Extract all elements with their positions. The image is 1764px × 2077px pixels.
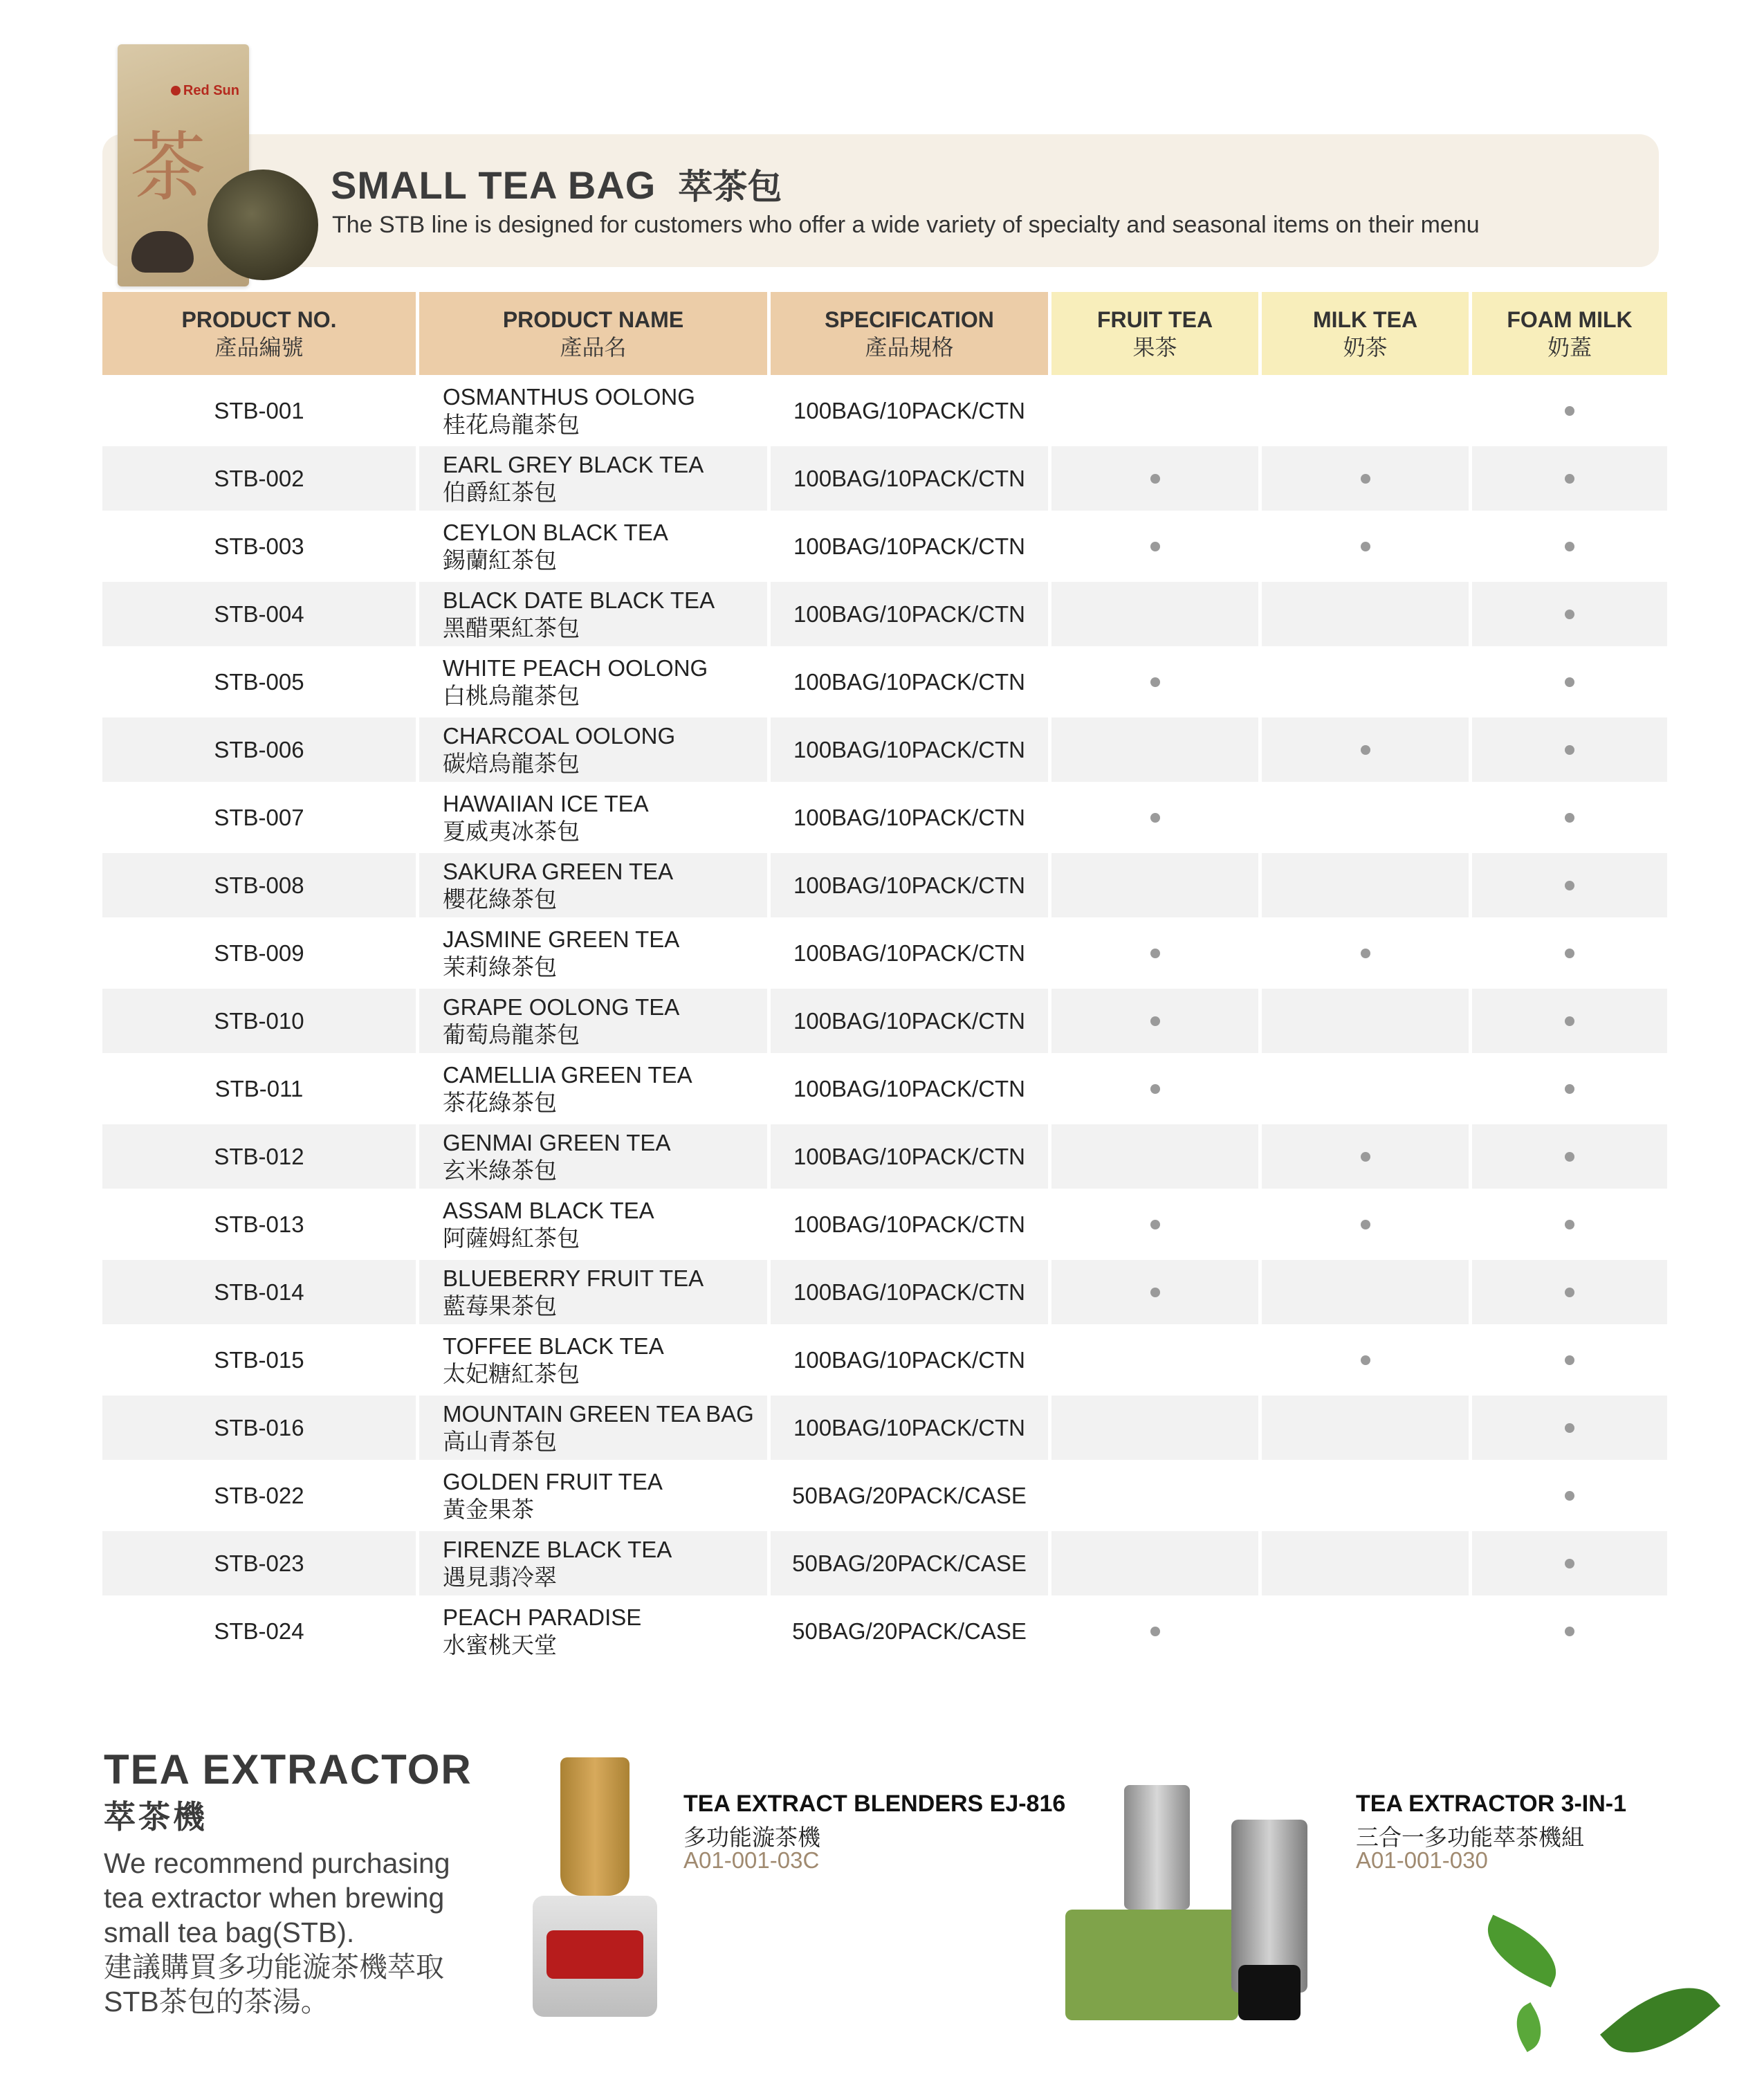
cell-milk-tea (1262, 378, 1472, 443)
col-header-specification: SPECIFICATION 產品規格 (771, 292, 1051, 375)
check-dot-icon (1565, 1288, 1574, 1297)
table-row (102, 853, 1667, 917)
check-dot-icon (1565, 881, 1574, 890)
check-dot-icon (1565, 542, 1574, 551)
cell-product-name (419, 1599, 771, 1663)
cell-foam-milk (1472, 989, 1667, 1053)
cell-foam-milk (1472, 1599, 1667, 1663)
table-row (102, 1531, 1667, 1595)
product-name-en: WHITE PEACH OOLONG (443, 655, 708, 681)
product-name-zh: 碳焙烏龍茶包 (443, 750, 580, 776)
check-dot-icon (1565, 813, 1574, 823)
col-header-fruit-tea: FRUIT TEA 果茶 (1051, 292, 1262, 375)
cell-product-no: STB-004 (102, 582, 419, 646)
table-row (102, 921, 1667, 985)
cell-product-no: STB-011 (102, 1056, 419, 1121)
product-name-en: TOFFEE BLACK TEA (443, 1333, 664, 1359)
product-name-en: FIRENZE BLACK TEA (443, 1536, 672, 1562)
cell-specification: 100BAG/10PACK/CTN (771, 1056, 1051, 1121)
cell-product-name (419, 921, 771, 985)
leaf-decoration-3 (1507, 2002, 1552, 2052)
table-row (102, 785, 1667, 850)
cell-fruit-tea (1051, 446, 1262, 511)
table-row (102, 1192, 1667, 1256)
cell-milk-tea (1262, 1328, 1472, 1392)
col-header-product-no: PRODUCT NO. 產品編號 (102, 292, 419, 375)
cell-specification: 100BAG/10PACK/CTN (771, 853, 1051, 917)
table-row (102, 1260, 1667, 1324)
cell-foam-milk (1472, 378, 1667, 443)
cell-fruit-tea (1051, 1396, 1262, 1460)
check-dot-icon (1361, 1152, 1370, 1162)
machine-cup-2 (1231, 1820, 1307, 1993)
cell-foam-milk (1472, 853, 1667, 917)
table-row (102, 1599, 1667, 1663)
cell-specification: 100BAG/10PACK/CTN (771, 717, 1051, 782)
cell-product-no: STB-007 (102, 785, 419, 850)
cell-product-name (419, 989, 771, 1053)
table-row (102, 1463, 1667, 1528)
cell-foam-milk (1472, 1056, 1667, 1121)
page-subtitle: The STB line is designed for customers who offer a wide variety of specialty and seasonal items on their menu (332, 212, 1480, 238)
check-dot-icon (1565, 1152, 1574, 1162)
cell-foam-milk (1472, 514, 1667, 578)
cell-fruit-tea (1051, 1463, 1262, 1528)
cell-foam-milk (1472, 1396, 1667, 1460)
product-name-zh: 高山青茶包 (443, 1428, 557, 1454)
blender-panel (546, 1930, 643, 1979)
table-row (102, 1396, 1667, 1460)
check-dot-icon (1150, 474, 1160, 484)
check-dot-icon (1565, 1220, 1574, 1229)
cell-product-no: STB-015 (102, 1328, 419, 1392)
cell-fruit-tea (1051, 1531, 1262, 1595)
check-dot-icon (1565, 406, 1574, 416)
cell-product-name (419, 717, 771, 782)
cell-product-no: STB-005 (102, 650, 419, 714)
cell-specification: 100BAG/10PACK/CTN (771, 1328, 1051, 1392)
teapot-icon (131, 231, 194, 273)
check-dot-icon (1150, 949, 1160, 958)
cell-product-name (419, 1328, 771, 1392)
cell-product-name (419, 582, 771, 646)
product-name-zh: 葡萄烏龍茶包 (443, 1021, 580, 1047)
product-name-zh: 伯爵紅茶包 (443, 479, 557, 505)
extractor-title-zh: 萃茶機 (104, 1799, 208, 1835)
product-name-en: EARL GREY BLACK TEA (443, 451, 704, 477)
cell-product-name (419, 650, 771, 714)
table-body (102, 378, 1667, 1663)
cell-product-no: STB-002 (102, 446, 419, 511)
col-header-foam-milk: FOAM MILK 奶蓋 (1472, 292, 1667, 375)
check-dot-icon (1150, 677, 1160, 687)
cell-product-name (419, 1463, 771, 1528)
cell-foam-milk (1472, 582, 1667, 646)
product-name-zh: 藍莓果茶包 (443, 1292, 557, 1319)
cell-product-no: STB-016 (102, 1396, 419, 1460)
cell-milk-tea (1262, 1192, 1472, 1256)
cell-product-no: STB-009 (102, 921, 419, 985)
check-dot-icon (1150, 1016, 1160, 1026)
cell-product-no: STB-006 (102, 717, 419, 782)
check-dot-icon (1565, 474, 1574, 484)
check-dot-icon (1565, 949, 1574, 958)
col-header-product-name: PRODUCT NAME 產品名 (419, 292, 771, 375)
table-row (102, 378, 1667, 443)
cell-product-no: STB-008 (102, 853, 419, 917)
cell-product-name (419, 1260, 771, 1324)
product-name-zh: 黑醋栗紅茶包 (443, 614, 580, 641)
table-row (102, 514, 1667, 578)
product-name-en: OSMANTHUS OOLONG (443, 383, 695, 410)
cell-product-no: STB-012 (102, 1124, 419, 1189)
product-name-en: CAMELLIA GREEN TEA (443, 1061, 692, 1088)
table-row (102, 1328, 1667, 1392)
cell-specification: 50BAG/20PACK/CASE (771, 1599, 1051, 1663)
product-name-en: HAWAIIAN ICE TEA (443, 790, 649, 816)
product-name-en: CEYLON BLACK TEA (443, 519, 668, 545)
cell-specification: 100BAG/10PACK/CTN (771, 582, 1051, 646)
cell-fruit-tea (1051, 717, 1262, 782)
cell-product-name (419, 785, 771, 850)
product-name-zh: 太妃糖紅茶包 (443, 1360, 580, 1387)
cell-product-no: STB-024 (102, 1599, 419, 1663)
product-name-en: PEACH PARADISE (443, 1604, 642, 1630)
cell-fruit-tea (1051, 853, 1262, 917)
cell-fruit-tea (1051, 378, 1262, 443)
cell-milk-tea (1262, 717, 1472, 782)
check-dot-icon (1565, 1016, 1574, 1026)
check-dot-icon (1565, 1491, 1574, 1501)
check-dot-icon (1150, 813, 1160, 823)
table-row (102, 989, 1667, 1053)
check-dot-icon (1361, 949, 1370, 958)
cell-milk-tea (1262, 989, 1472, 1053)
pack-glyph: 茶 (130, 123, 206, 212)
cell-foam-milk (1472, 650, 1667, 714)
product-2-name-zh: 三合一多功能萃茶機組 (1356, 1824, 1584, 1850)
table-row (102, 1124, 1667, 1189)
cell-specification: 100BAG/10PACK/CTN (771, 514, 1051, 578)
check-dot-icon (1361, 745, 1370, 755)
product-name-en: CHARCOAL OOLONG (443, 722, 676, 749)
product-name-en: BLACK DATE BLACK TEA (443, 587, 715, 613)
product-name-zh: 茉莉綠茶包 (443, 953, 557, 980)
product-name-zh: 玄米綠茶包 (443, 1157, 557, 1183)
product-name-zh: 黃金果茶 (443, 1496, 534, 1522)
cell-foam-milk (1472, 1260, 1667, 1324)
cell-milk-tea (1262, 1463, 1472, 1528)
cell-foam-milk (1472, 717, 1667, 782)
check-dot-icon (1150, 1220, 1160, 1229)
product-2-name: TEA EXTRACTOR 3-IN-1 (1356, 1791, 1627, 1817)
check-dot-icon (1565, 1559, 1574, 1568)
product-name-en: GOLDEN FRUIT TEA (443, 1468, 663, 1494)
extractor-machine-image (1065, 1778, 1342, 2020)
cell-product-no: STB-003 (102, 514, 419, 578)
cell-specification: 100BAG/10PACK/CTN (771, 378, 1051, 443)
tea-leaves-image (208, 170, 318, 280)
check-dot-icon (1150, 542, 1160, 551)
blender-jar (560, 1757, 630, 1896)
cell-foam-milk (1472, 1192, 1667, 1256)
check-dot-icon (1150, 1084, 1160, 1094)
check-dot-icon (1150, 1288, 1160, 1297)
check-dot-icon (1565, 677, 1574, 687)
cell-fruit-tea (1051, 650, 1262, 714)
product-name-zh: 遇見翡冷翠 (443, 1564, 557, 1590)
leaf-decoration-2 (1600, 1964, 1720, 2077)
cell-milk-tea (1262, 650, 1472, 714)
cell-milk-tea (1262, 853, 1472, 917)
check-dot-icon (1361, 474, 1370, 484)
cell-product-name (419, 378, 771, 443)
product-2-code: A01-001-030 (1356, 1847, 1488, 1873)
cell-fruit-tea (1051, 1599, 1262, 1663)
cell-product-name (419, 1531, 771, 1595)
product-name-zh: 桂花烏龍茶包 (443, 411, 580, 437)
cell-milk-tea (1262, 1599, 1472, 1663)
extractor-desc-zh: 建議購買多功能漩茶機萃取STB茶包的茶湯。 (104, 1951, 444, 2017)
product-name-zh: 夏威夷冰茶包 (443, 818, 580, 844)
cell-milk-tea (1262, 514, 1472, 578)
check-dot-icon (1565, 610, 1574, 619)
product-name-en: SAKURA GREEN TEA (443, 858, 674, 884)
product-name-zh: 茶花綠茶包 (443, 1089, 557, 1115)
cell-product-name (419, 446, 771, 511)
table-row (102, 582, 1667, 646)
cell-specification: 100BAG/10PACK/CTN (771, 446, 1051, 511)
cell-fruit-tea (1051, 989, 1262, 1053)
check-dot-icon (1150, 1627, 1160, 1636)
cell-product-name (419, 1192, 771, 1256)
cell-milk-tea (1262, 921, 1472, 985)
table-row (102, 650, 1667, 714)
check-dot-icon (1565, 1355, 1574, 1365)
extractor-description (104, 1846, 491, 2019)
cell-fruit-tea (1051, 1328, 1262, 1392)
cell-fruit-tea (1051, 1124, 1262, 1189)
cell-fruit-tea (1051, 1260, 1262, 1324)
check-dot-icon (1565, 1627, 1574, 1636)
table-row (102, 1056, 1667, 1121)
cell-specification: 100BAG/10PACK/CTN (771, 785, 1051, 850)
check-dot-icon (1565, 745, 1574, 755)
product-table (102, 292, 1667, 1663)
cell-milk-tea (1262, 1260, 1472, 1324)
title-en: SMALL TEA BAG (331, 163, 656, 207)
cell-foam-milk (1472, 921, 1667, 985)
product-1-name: TEA EXTRACT BLENDERS EJ-816 (683, 1791, 1066, 1817)
cell-product-name (419, 514, 771, 578)
title-zh: 萃茶包 (678, 167, 782, 206)
cell-foam-milk (1472, 1124, 1667, 1189)
cell-milk-tea (1262, 1124, 1472, 1189)
cell-specification: 100BAG/10PACK/CTN (771, 1192, 1051, 1256)
blender-image (533, 1757, 657, 2020)
product-name-zh: 錫蘭紅茶包 (443, 547, 557, 573)
cell-specification: 100BAG/10PACK/CTN (771, 989, 1051, 1053)
cell-milk-tea (1262, 1396, 1472, 1460)
cell-foam-milk (1472, 1328, 1667, 1392)
product-name-en: BLUEBERRY FRUIT TEA (443, 1265, 704, 1291)
cell-fruit-tea (1051, 514, 1262, 578)
product-1-code: A01-001-03C (683, 1847, 820, 1873)
cell-product-no: STB-010 (102, 989, 419, 1053)
cell-product-name (419, 853, 771, 917)
cell-specification: 50BAG/20PACK/CASE (771, 1531, 1051, 1595)
product-name-zh: 阿薩姆紅茶包 (443, 1225, 580, 1251)
check-dot-icon (1361, 1220, 1370, 1229)
table-header (102, 292, 1667, 375)
machine-base (1065, 1910, 1238, 2020)
cell-foam-milk (1472, 1463, 1667, 1528)
cell-milk-tea (1262, 1056, 1472, 1121)
machine-cup-1 (1124, 1785, 1190, 1910)
table-row (102, 717, 1667, 782)
cell-milk-tea (1262, 1531, 1472, 1595)
extractor-title: TEA EXTRACTOR (104, 1746, 472, 1793)
cell-milk-tea (1262, 446, 1472, 511)
cell-specification: 100BAG/10PACK/CTN (771, 1124, 1051, 1189)
cell-specification: 100BAG/10PACK/CTN (771, 1396, 1051, 1460)
product-name-en: GRAPE OOLONG TEA (443, 994, 680, 1020)
cell-milk-tea (1262, 582, 1472, 646)
cell-foam-milk (1472, 446, 1667, 511)
cell-product-name (419, 1124, 771, 1189)
check-dot-icon (1565, 1423, 1574, 1433)
page-title (331, 159, 782, 209)
cell-product-no: STB-013 (102, 1192, 419, 1256)
cell-foam-milk (1472, 785, 1667, 850)
cell-product-no: STB-023 (102, 1531, 419, 1595)
cell-fruit-tea (1051, 785, 1262, 850)
cell-product-no: STB-014 (102, 1260, 419, 1324)
cell-fruit-tea (1051, 582, 1262, 646)
cell-milk-tea (1262, 785, 1472, 850)
cell-foam-milk (1472, 1531, 1667, 1595)
product-name-en: GENMAI GREEN TEA (443, 1129, 671, 1155)
pack-brand: Red Sun (171, 83, 239, 99)
table-row (102, 446, 1667, 511)
cell-fruit-tea (1051, 1192, 1262, 1256)
cell-product-name (419, 1056, 771, 1121)
check-dot-icon (1565, 1084, 1574, 1094)
product-name-en: JASMINE GREEN TEA (443, 926, 680, 952)
check-dot-icon (1361, 1355, 1370, 1365)
product-name-zh: 櫻花綠茶包 (443, 886, 557, 912)
cell-product-no: STB-022 (102, 1463, 419, 1528)
product-1-name-zh: 多功能漩茶機 (683, 1824, 820, 1850)
cell-specification: 100BAG/10PACK/CTN (771, 1260, 1051, 1324)
cell-product-no: STB-001 (102, 378, 419, 443)
product-name-zh: 白桃烏龍茶包 (443, 682, 580, 708)
check-dot-icon (1361, 542, 1370, 551)
leaf-decoration-1 (1476, 1914, 1568, 1987)
cell-fruit-tea (1051, 921, 1262, 985)
cell-specification: 100BAG/10PACK/CTN (771, 650, 1051, 714)
product-name-zh: 水蜜桃天堂 (443, 1631, 557, 1658)
cell-fruit-tea (1051, 1056, 1262, 1121)
product-name-en: ASSAM BLACK TEA (443, 1197, 654, 1223)
col-header-milk-tea: MILK TEA 奶茶 (1262, 292, 1472, 375)
product-name-en: MOUNTAIN GREEN TEA BAG (443, 1400, 754, 1427)
cell-product-name (419, 1396, 771, 1460)
cell-specification: 50BAG/20PACK/CASE (771, 1463, 1051, 1528)
extractor-desc-en: We recommend purchasing tea extractor when brewing small tea bag(STB). (104, 1847, 450, 1948)
cell-specification: 100BAG/10PACK/CTN (771, 921, 1051, 985)
